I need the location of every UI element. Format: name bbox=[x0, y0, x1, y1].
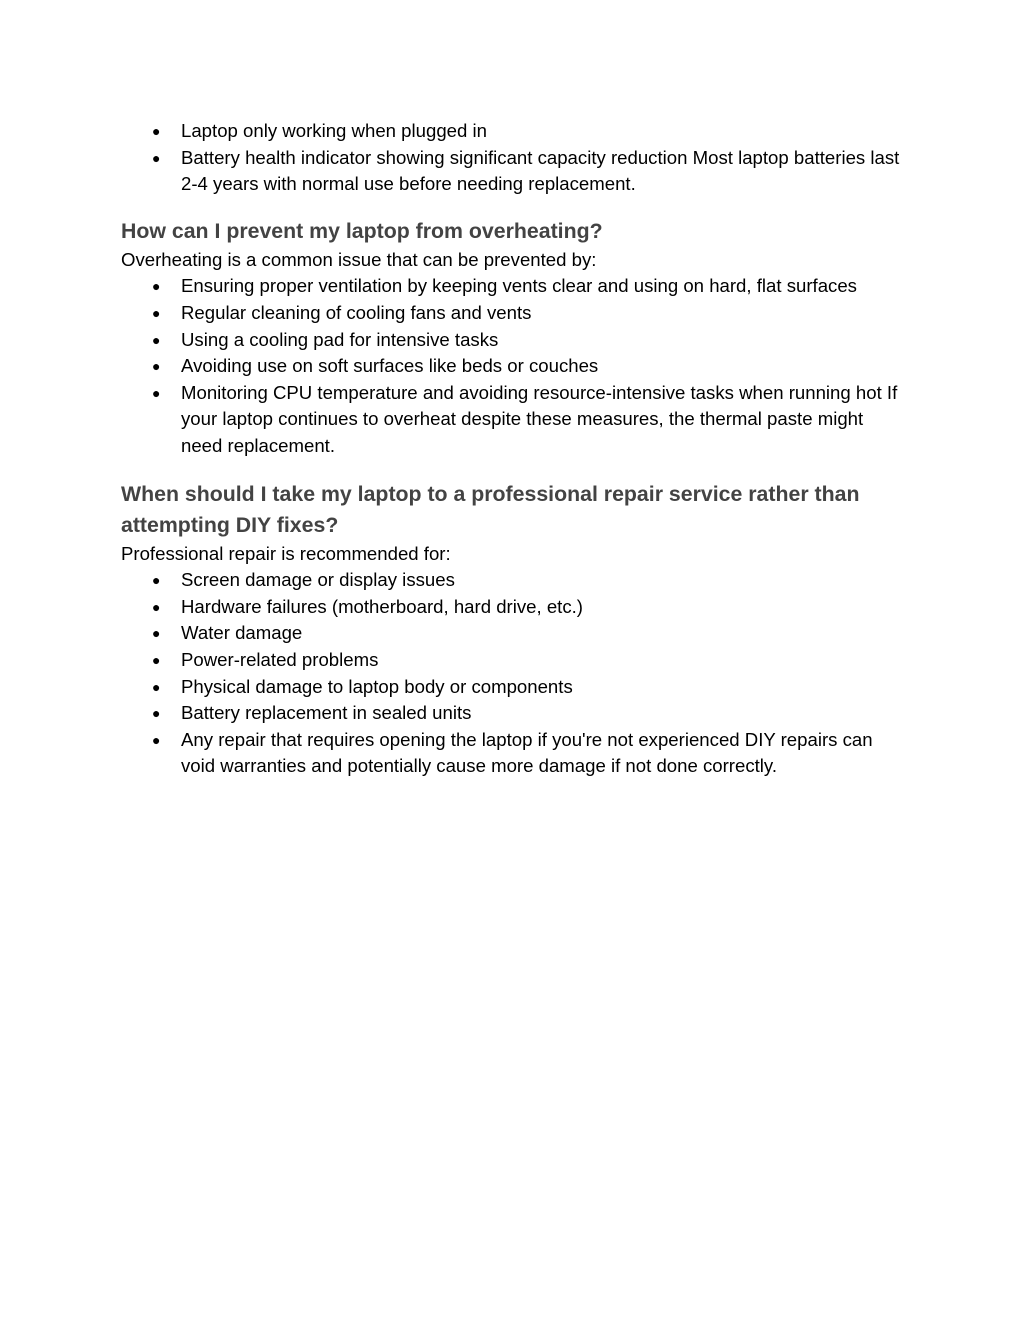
list-item bbox=[121, 647, 901, 674]
bullet-icon: ● bbox=[152, 731, 161, 748]
overheating-list bbox=[121, 273, 901, 459]
bullet-icon: ● bbox=[152, 278, 161, 295]
document-content bbox=[121, 118, 901, 780]
list-item bbox=[121, 620, 901, 647]
list-item bbox=[121, 327, 901, 354]
bullet-icon: ● bbox=[152, 625, 161, 642]
list-item bbox=[121, 145, 901, 198]
list-item bbox=[121, 353, 901, 380]
list-item bbox=[121, 380, 901, 460]
list-item-text: Power-related problems bbox=[181, 648, 379, 670]
list-item bbox=[121, 118, 901, 145]
bullet-icon: ● bbox=[152, 123, 161, 139]
bullet-icon: ● bbox=[152, 705, 161, 722]
list-item-text: Hardware failures (motherboard, hard drive, etc.) bbox=[181, 595, 583, 617]
list-item bbox=[121, 273, 901, 300]
bullet-icon: ● bbox=[152, 598, 161, 615]
list-item-text: Any repair that requires opening the laptop if you're not experienced DIY repairs can void warranties and potentially cause more damage if not done correctly. bbox=[181, 728, 873, 777]
list-item-text: Monitoring CPU temperature and avoiding resource-intensive tasks when running hot If your laptop continues to overheat despite these measures, the thermal paste might need replacement. bbox=[181, 381, 898, 456]
list-item-text: Avoiding use on soft surfaces like beds or couches bbox=[181, 355, 599, 377]
bullet-icon: ● bbox=[152, 678, 161, 695]
bullet-icon: ● bbox=[152, 572, 161, 589]
bullet-icon: ● bbox=[152, 384, 161, 401]
list-item-text: Physical damage to laptop body or components bbox=[181, 675, 573, 697]
list-item bbox=[121, 567, 901, 594]
bullet-icon: ● bbox=[152, 304, 161, 321]
list-item-text: Regular cleaning of cooling fans and vents bbox=[181, 301, 532, 323]
bullet-icon: ● bbox=[152, 149, 161, 166]
bullet-icon: ● bbox=[152, 358, 161, 375]
bullet-icon: ● bbox=[152, 651, 161, 668]
list-item-text: Laptop only working when plugged in bbox=[181, 120, 487, 141]
list-item-text: Battery health indicator showing significant capacity reduction Most laptop batteries last 2-4 years with normal use before needing replacement. bbox=[181, 146, 900, 195]
overheating-intro: Overheating is a common issue that can be prevented by: bbox=[121, 248, 597, 270]
bullet-icon: ● bbox=[152, 331, 161, 348]
list-item-text: Battery replacement in sealed units bbox=[181, 702, 472, 724]
list-item bbox=[121, 727, 901, 780]
list-item-text: Screen damage or display issues bbox=[181, 569, 455, 591]
list-item-text: Water damage bbox=[181, 622, 303, 644]
list-item bbox=[121, 594, 901, 621]
list-item-text: Ensuring proper ventilation by keeping vents clear and using on hard, flat surfaces bbox=[181, 275, 857, 297]
list-item bbox=[121, 674, 901, 701]
overheating-heading: How can I prevent my laptop from overheating? bbox=[121, 218, 603, 243]
professional-repair-list bbox=[121, 567, 901, 780]
list-item-text: Using a cooling pad for intensive tasks bbox=[181, 328, 499, 350]
list-item bbox=[121, 700, 901, 727]
professional-repair-heading: When should I take my laptop to a professional repair service rather than attempting DIY fixes? bbox=[121, 481, 860, 537]
battery-signs-list bbox=[121, 118, 901, 198]
list-item bbox=[121, 300, 901, 327]
professional-repair-intro: Professional repair is recommended for: bbox=[121, 542, 451, 564]
